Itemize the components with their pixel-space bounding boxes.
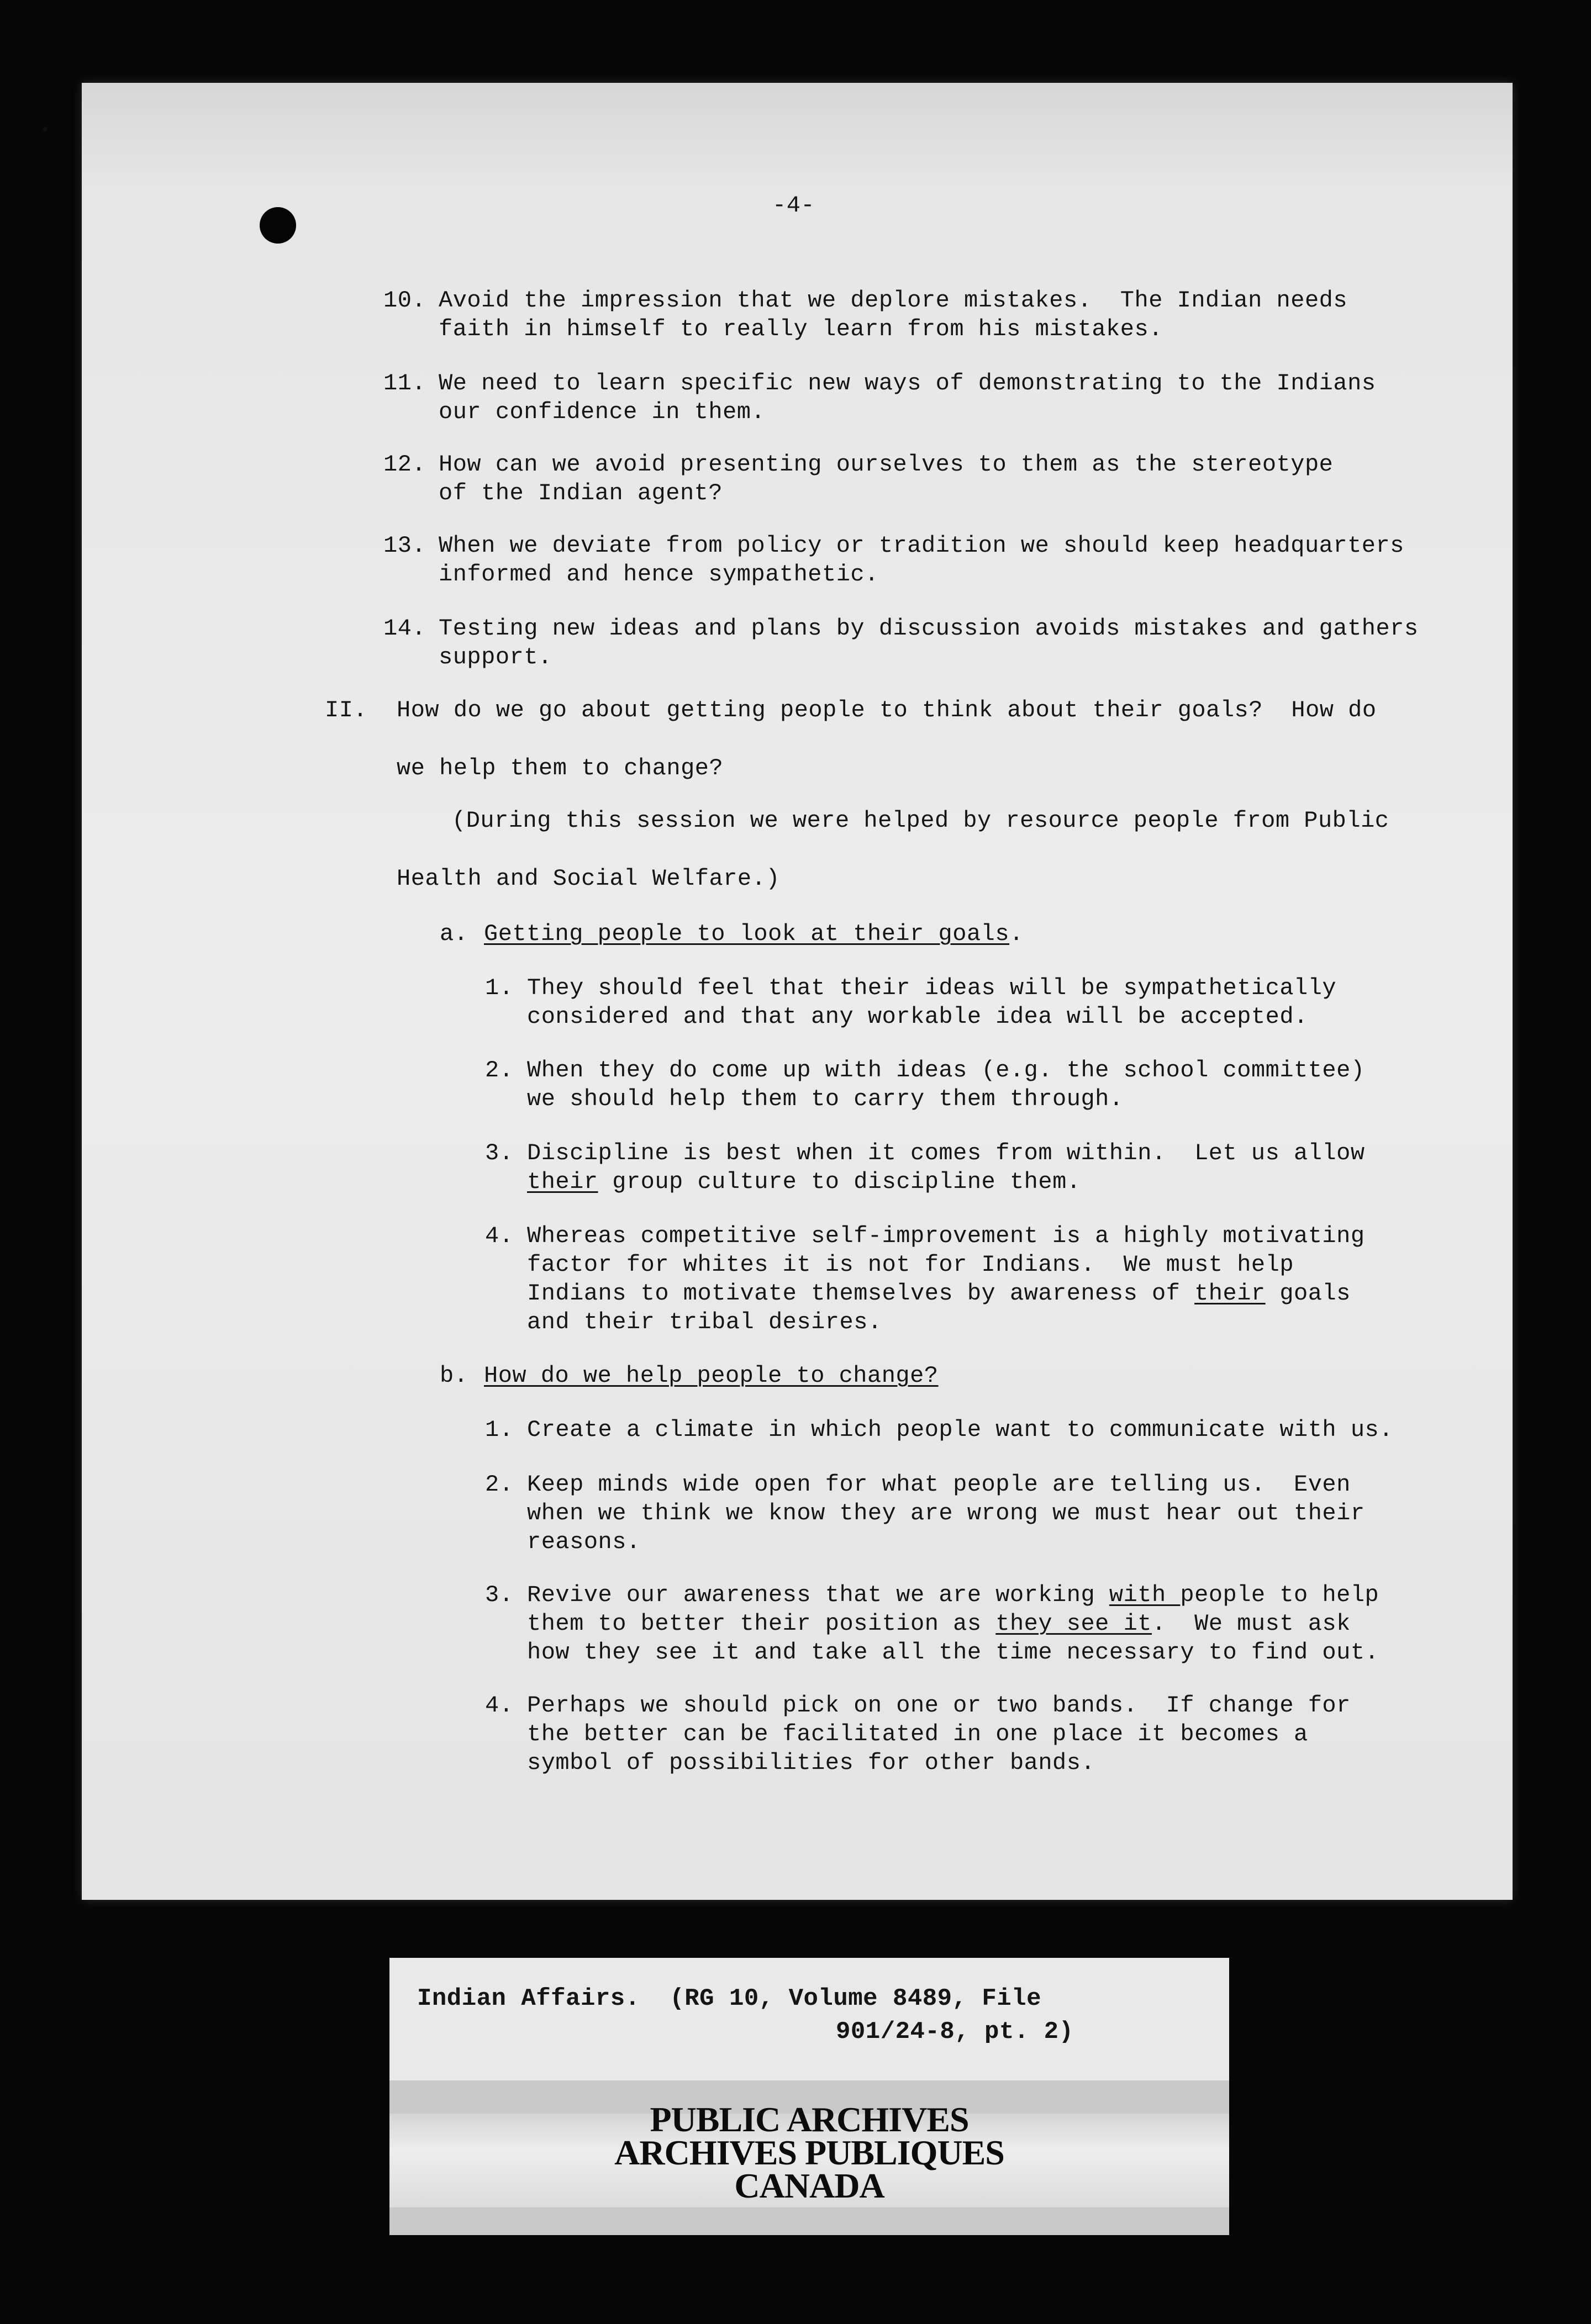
stamp-line-3: CANADA: [734, 2166, 884, 2205]
b2-line2: when we think we know they are wrong we must hear out their: [527, 1500, 1365, 1527]
b3-emphasis-see-it: they see it: [995, 1610, 1152, 1637]
sub-b-heading: [484, 1361, 939, 1390]
a3-line1: Discipline is best when it comes from within. Let us allow: [527, 1140, 1365, 1166]
a2-line2: we should help them to carry them through.: [527, 1086, 1124, 1112]
stamp-line-1: PUBLIC ARCHIVES: [650, 2100, 969, 2139]
a3-num: 3.: [485, 1140, 514, 1166]
b2-num: 2.: [485, 1471, 514, 1498]
a3-line2: [527, 1168, 1081, 1196]
b3-line1-pre: Revive our awareness that we are working: [527, 1582, 1109, 1608]
b3-line1: [527, 1581, 1379, 1609]
item-10-num: 10.: [383, 287, 426, 314]
b1-num: 1.: [485, 1417, 514, 1443]
a1-num: 1.: [485, 975, 514, 1001]
b4-line1: Perhaps we should pick on one or two bands. If change for: [527, 1692, 1351, 1719]
b3-num: 3.: [485, 1582, 514, 1608]
a4-emphasis: their: [1194, 1280, 1266, 1307]
a4-line2: factor for whites it is not for Indians. We must help: [527, 1251, 1294, 1278]
a3-line2-rest: group culture to discipline them.: [598, 1169, 1081, 1195]
sub-a-heading: [484, 920, 1024, 948]
archive-label-line1: Indian Affairs. (RG 10, Volume 8489, File: [417, 1985, 1041, 2013]
item-14-line1: Testing new ideas and plans by discussion avoids mistakes and gathers: [439, 615, 1419, 642]
b2-line3: reasons.: [527, 1529, 641, 1555]
item-14-num: 14.: [383, 615, 426, 642]
b4-line3: symbol of possibilities for other bands.: [527, 1750, 1095, 1776]
b4-line2: the better can be facilitated in one place it becomes a: [527, 1721, 1308, 1747]
item-12-num: 12.: [383, 451, 426, 478]
a4-num: 4.: [485, 1223, 514, 1249]
b3-emphasis-with: with: [1109, 1582, 1181, 1608]
item-14-line2: support.: [439, 644, 552, 670]
document-page: [82, 83, 1513, 1900]
item-13-line2: informed and hence sympathetic.: [439, 561, 879, 588]
speck-mark: [43, 127, 48, 131]
item-11-num: 11.: [383, 370, 426, 397]
b3-line2-post: . We must ask: [1152, 1610, 1351, 1637]
page-number: -4-: [772, 192, 815, 219]
item-10-line2: faith in himself to really learn from his mistakes.: [439, 316, 1163, 342]
a4-line3: [527, 1279, 1351, 1308]
sub-a-heading-text: Getting people to look at their goals: [484, 921, 1010, 947]
stamp-line-2: ARCHIVES PUBLIQUES: [614, 2133, 1004, 2172]
section-ii-note2: Health and Social Welfare.): [397, 865, 781, 892]
sub-b-letter: b.: [440, 1362, 468, 1389]
a2-num: 2.: [485, 1057, 514, 1084]
a1-line2: considered and that any workable idea will be accepted.: [527, 1003, 1308, 1030]
a4-line3-pre: Indians to motivate themselves by awareness of: [527, 1280, 1195, 1307]
section-ii-num: II.: [325, 697, 368, 723]
a4-line4: and their tribal desires.: [527, 1309, 882, 1335]
b4-num: 4.: [485, 1692, 514, 1719]
b1-line1: Create a climate in which people want to communicate with us.: [527, 1417, 1393, 1443]
section-ii-line2: we help them to change?: [397, 755, 724, 781]
item-12-line1: How can we avoid presenting ourselves to them as the stereotype: [439, 451, 1334, 478]
b3-line2: [527, 1609, 1351, 1638]
sub-b-heading-text: How do we help people to change?: [484, 1362, 939, 1389]
a3-emphasis: their: [527, 1169, 598, 1195]
b2-line1: Keep minds wide open for what people are telling us. Even: [527, 1471, 1351, 1498]
section-ii-note1: (During this session we were helped by resource people from Public: [452, 807, 1389, 834]
a2-line1: When they do come up with ideas (e.g. the school committee): [527, 1057, 1365, 1084]
b3-line1-post: people to help: [1180, 1582, 1379, 1608]
punch-hole: [260, 207, 296, 244]
archive-label-line2: 901/24-8, pt. 2): [836, 2018, 1074, 2046]
item-13-line1: When we deviate from policy or tradition we should keep headquarters: [439, 532, 1404, 559]
sub-a-heading-period: .: [1009, 921, 1024, 947]
archive-reference-label: [389, 1958, 1229, 2080]
item-11-line2: our confidence in them.: [439, 399, 766, 425]
item-10-line1: Avoid the impression that we deplore mistakes. The Indian needs: [439, 287, 1348, 314]
a4-line1: Whereas competitive self-improvement is a highly motivating: [527, 1223, 1365, 1249]
a1-line1: They should feel that their ideas will be sympathetically: [527, 975, 1337, 1001]
item-11-line1: We need to learn specific new ways of demonstrating to the Indians: [439, 370, 1376, 397]
a4-line3-post: goals: [1265, 1280, 1351, 1307]
b3-line2-pre: them to better their position as: [527, 1610, 996, 1637]
sub-a-letter: a.: [440, 921, 468, 947]
item-13-num: 13.: [383, 532, 426, 559]
public-archives-stamp: [389, 2080, 1229, 2235]
item-12-line2: of the Indian agent?: [439, 480, 723, 506]
section-ii-line1: How do we go about getting people to think about their goals? How do: [397, 697, 1377, 723]
b3-line3: how they see it and take all the time necessary to find out.: [527, 1639, 1379, 1666]
